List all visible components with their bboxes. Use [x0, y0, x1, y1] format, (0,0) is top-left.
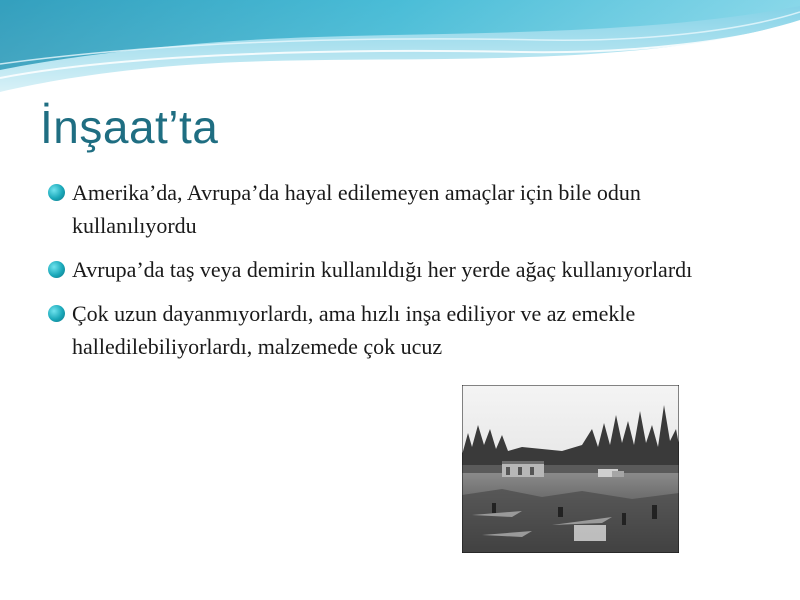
slide-title: İnşaat’ta	[40, 101, 219, 153]
bullet-item	[46, 176, 746, 242]
bullet-text: Avrupa’da taş veya demirin kullanıldığı her yerde ağaç kullanıyorlardı	[72, 257, 693, 282]
bullet-dot-icon	[48, 305, 65, 322]
bullet-item	[46, 253, 746, 286]
header-wave-decoration	[0, 0, 800, 110]
bullet-item	[46, 297, 746, 363]
bullet-dot-icon	[48, 184, 65, 201]
bullet-text: Çok uzun dayanmıyorlardı, ama hızlı inşa ediliyor ve az emekle halledilebiliyorlardı, malzemede çok ucuz	[72, 301, 636, 359]
bullet-dot-icon	[48, 261, 65, 278]
bullet-text: Amerika’da, Avrupa’da hayal edilemeyen amaçlar için bile odun kullanılıyordu	[72, 180, 641, 238]
bullet-list	[46, 176, 746, 374]
historic-logging-camp-photo	[462, 385, 679, 553]
